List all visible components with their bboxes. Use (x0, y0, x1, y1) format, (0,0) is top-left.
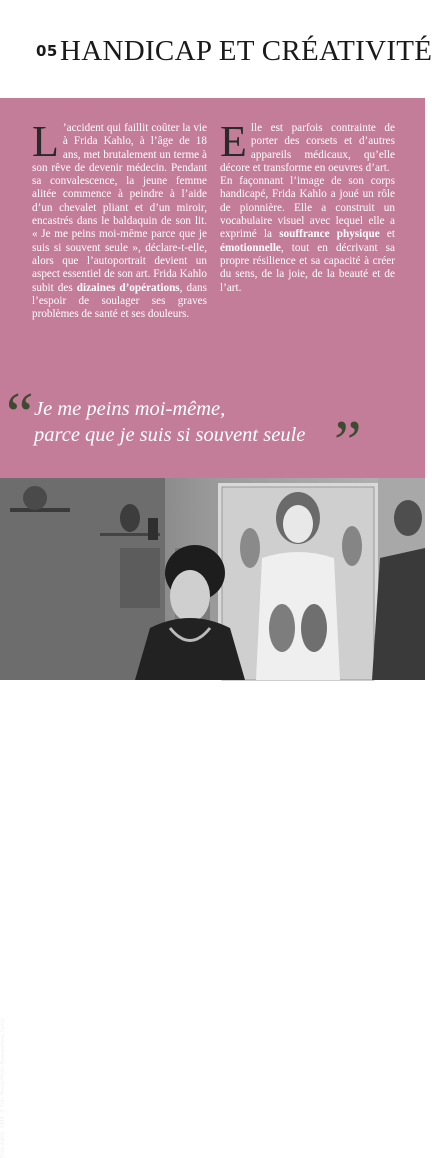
frida-kahlo-photo (0, 478, 425, 1158)
dropcap-l: L (32, 117, 59, 166)
photo-illustration (0, 478, 425, 680)
pull-quote (34, 396, 374, 448)
page-header (0, 0, 432, 98)
right-paragraph-2-start: En façonnant l’image de son corps handicapé, Frida Kahlo a joué un rôle de pionnière. Elle a construit un vocabulaire visuel avec lequel elle a exprimé la (220, 175, 395, 241)
right-paragraph-1 (220, 117, 395, 175)
quote-close-mark: ” (334, 409, 362, 477)
page-title: HANDICAP ET CRÉATIVITÉ (60, 35, 432, 67)
right-paragraph-1-text: lle est parfois contrainte de porter des corsets et d’autres appareils médicaux, qu’elle décore et transforme en oeuvres d’art. (220, 122, 395, 174)
left-paragraph-text: ’accident qui faillit coûter la vie à Frida Kahlo, à l’âge de 18 ans, met brutalement un terme à son rêve de devenir médecin. Pendant sa convalescence, la jeune femme alitée commence à peindre à l’aide d’un chevalet pliant et d’un miroir, encastrés dans le baldaquin de son lit. « Je me peins moi-même parce que je suis si souvent seule », déclare-t-elle, alors que l’autoportrait devient un aspect essentiel de son art. Frida Kahlo subit des (32, 122, 207, 294)
quote-open-mark: “ (6, 381, 34, 449)
section-number: 05 (36, 42, 58, 60)
right-paragraph-2 (220, 175, 395, 295)
left-paragraph-end: , dans l’espoir de soulager ses graves problèmes de santé et ses douleurs. (32, 281, 207, 321)
right-bold-phrase-2: émotionnelle (220, 241, 281, 254)
article-column-right (220, 117, 395, 295)
dropcap-e: E (220, 117, 247, 166)
right-paragraph-2-mid: et (379, 228, 395, 241)
pull-quote-line-1: Je me peins moi-même, (34, 398, 226, 420)
article-column-left (32, 117, 207, 321)
left-bold-phrase: dizaines d’opérations (76, 281, 180, 294)
right-bold-phrase-1: souffrance physique (279, 228, 380, 241)
right-paragraph-2-end: , tout en décrivant sa propre résilience et sa capacité à créer du sens, de la joie, de la beauté et de l’art. (220, 241, 395, 294)
photo-credit: Frida Kahlo, 1944. © Fritz Henle/Photo Researchers/ Getty (1, 1018, 6, 1158)
pull-quote-line-2: parce que je suis si souvent seule (34, 424, 306, 446)
